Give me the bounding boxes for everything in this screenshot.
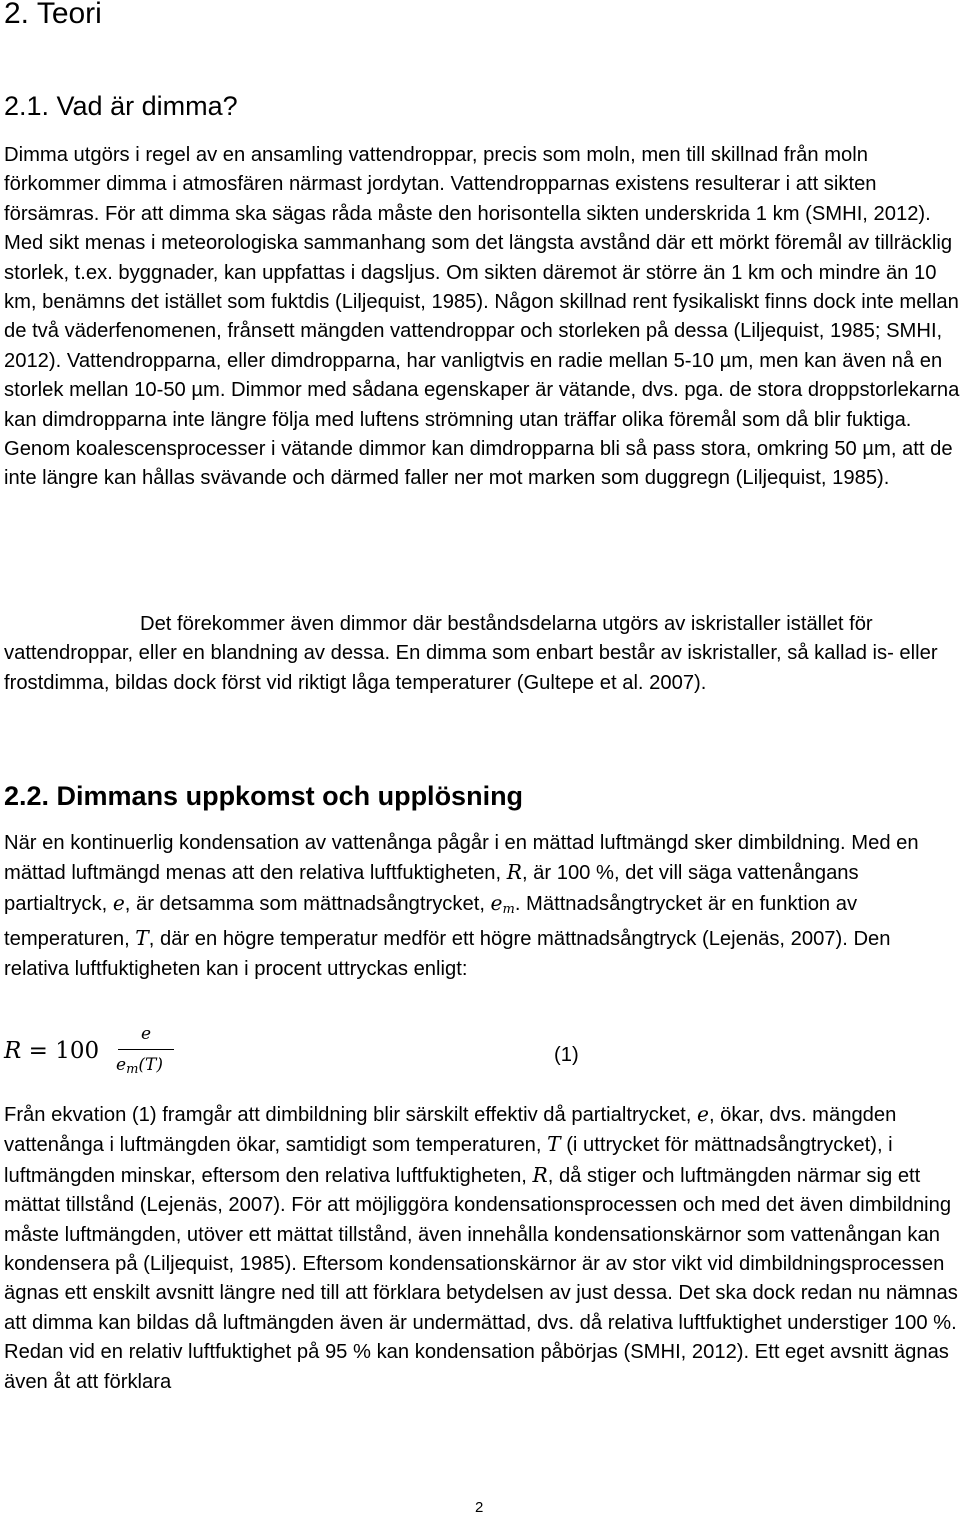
- text-run: , där en högre temperatur medför ett högre mättnadsångtryck (Lejenäs, 2007). Den relativa luftfuktigheten kan i procent uttryckas enligt:: [4, 928, 891, 980]
- math-subscript: m: [502, 901, 515, 917]
- paragraph-ice-fog: [4, 610, 960, 698]
- section-heading-2-1: 2.1. Vad är dimma?: [4, 91, 238, 121]
- math-var-R: R: [532, 1162, 548, 1187]
- equation-lhs: [4, 1038, 99, 1064]
- paragraph-formation-conditions: [4, 1100, 960, 1397]
- fraction-bar: [118, 1049, 174, 1050]
- equation-den-arg: (T): [138, 1055, 163, 1075]
- equation-fraction: [116, 1024, 176, 1082]
- equation-numerator: e: [140, 1024, 152, 1044]
- chapter-heading: 2. Teori: [4, 0, 102, 30]
- paragraph-ice-fog-text: Det förekommer även dimmor där beståndsdelarna utgörs av iskristaller istället för vattendroppar, eller en blandning av dessa. En dimma som enbart består av iskristaller, så kallad is- eller frostdimma, bildas dock först vid riktigt låga temperaturer (Gultepe et al. 2007).: [4, 613, 938, 694]
- section-heading-2-2: 2.2. Dimmans uppkomst och upplösning: [4, 781, 524, 811]
- equation-den-base: e: [116, 1055, 127, 1075]
- equation-denominator: [116, 1054, 186, 1081]
- text-run: Från ekvation (1) framgår att dimbildning blir särskilt effektiv då partialtrycket,: [4, 1104, 697, 1126]
- equation-number: (1): [554, 1044, 579, 1066]
- paragraph-fog-formation: [4, 829, 960, 984]
- text-run: , ökar, dvs. mängden vattenånga i luftmängden ökar, samtidigt som temperaturen,: [4, 1104, 897, 1157]
- paragraph-fog-definition: Dimma utgörs i regel av en ansamling vattendroppar, precis som moln, men till skillnad från moln förkommer dimma i atmosfären närmast jordytan. Vattendropparnas existens resulterar i att sikten försämras. För att dimma ska sägas råda måste den horisontella sikten underskrida 1 km (SMHI, 2012). Med sikt menas i meteorologiska sammanhang som det längsta avstånd där ett mörkt föremål av tillräcklig storlek, t.ex. byggnader, kan uppfattas i dagsljus. Om sikten däremot är större än 1 km och mindre än 10 km, benämns det istället som fuktdis (Liljequist, 1985). Någon skillnad rent fysikaliskt finns dock inte mellan de två väderfenomenen, frånsett mängden vattendroppar och storleken på dessa (Liljequist, 1985; SMHI, 2012). Vattendropparna, eller dimdropparna, har vanligtvis en radie mellan 5-10 µm, men kan även nå en storlek mellan 10-50 µm. Dimmor med sådana egenskaper är vätande, dvs. pga. de stora droppstorlekarna kan dimdropparna inte längre följa med luftens strömning utan träffar olika föremål som då blir fuktiga. Genom koalescensprocesser i vätande dimmor kan dimdropparna bli så pass stora, omkring 50 µm, att de inte längre kan hållas svävande och därmed faller ner mot marken som duggregn (Liljequist, 1985).: [4, 144, 960, 490]
- math-base: e: [490, 890, 503, 915]
- equation-var-R: R: [4, 1038, 22, 1064]
- math-var-R: R: [506, 860, 522, 885]
- math-var-e: e: [697, 1102, 709, 1126]
- equation-1: [4, 1021, 704, 1085]
- math-var-T: T: [547, 1132, 561, 1157]
- page-number: 2: [475, 1499, 484, 1516]
- equation-den-subscript: m: [126, 1062, 139, 1077]
- text-run: , är 100 %, det vill säga vattenångans partialtryck,: [4, 862, 859, 915]
- text-run: , är detsamma som mättnadsångtrycket,: [124, 892, 491, 915]
- text-run: , då stiger och luftmängden närmar sig ett mättat tillstånd (Lejenäs, 2007). För att möjliggöra kondensationsprocessen och med det även dimbildning måste luftmängden, utöver ett mättat tillstånd, även innehålla kondensationskärnor som vattenångan kan kondensera på (Liljequist, 1985). Eftersom kondensationskärnor är av stor vikt vid dimbildningsprocessen ägnas ett enskilt avsnitt längre ned till att förklara betydelsen av just dessa. Det ska dock redan nu nämnas att dimma kan bildas då luftmängden även är undermättad, dvs. då relativa luftfuktighet understiger 100 %. Redan vid en relativ luftfuktighet på 95 % kan kondensation påbörjas (SMHI, 2012). Ett eget avsnitt ägnas även åt att förklara: [4, 1164, 958, 1393]
- math-var-T: T: [135, 926, 149, 951]
- text-run: . Mättnadsångtrycket är en funktion av temperaturen,: [4, 892, 858, 951]
- math-var-e: e: [112, 890, 125, 915]
- equation-equals-100: = 100: [21, 1038, 100, 1064]
- text-run: (i uttrycket för mättnadsångtrycket), i luftmängden minskar, eftersom den relativa luftfuktigheten,: [4, 1134, 893, 1187]
- text-run: När en kontinuerlig kondensation av vattenånga pågår i en mättad luftmängd sker dimbildning. Med en mättad luftmängd menas att den relativa luftfuktigheten,: [4, 832, 919, 885]
- math-var-em: [491, 891, 515, 915]
